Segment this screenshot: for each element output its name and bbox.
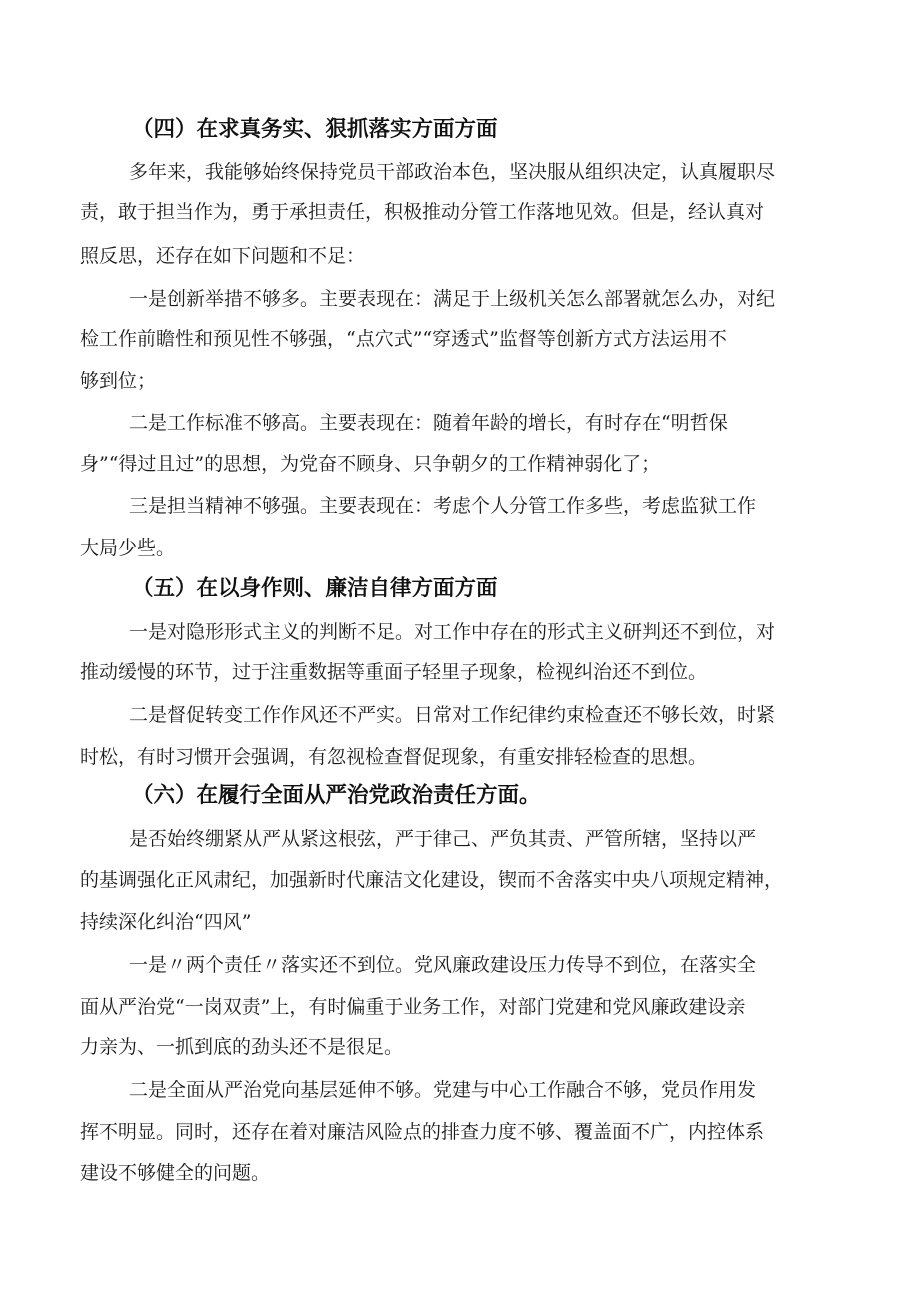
paragraph-line: 推动缓慢的环节，过于注重数据等重面子轻里子现象，检视纠治还不到位。 (80, 661, 708, 683)
paragraph-line: 一是〃两个责任〃落实还不到位。党风廉政建设压力传导不到位，在落实全 (129, 954, 757, 976)
paragraph-line: 持续深化纠治“四风” (80, 911, 252, 933)
paragraph-line: 二是全面从严治党向基层延伸不够。党建与中心工作融合不够，党员作用发 (129, 1079, 757, 1101)
paragraph-line: 身”“得过且过”的思想，为党奋不顾身、只争朝夕的工作精神弱化了； (80, 453, 661, 475)
section-heading: （五）在以身作则、廉洁自律方面方面 (132, 576, 498, 601)
paragraph-line: 检工作前瞻性和预见性不够强，“点穴式”“穿透式”监督等创新方式方法运用不 (80, 328, 727, 350)
paragraph-line: 照反思，还存在如下问题和不足： (80, 245, 366, 267)
paragraph-line: 的基调强化正风肃纪，加强新时代廉洁文化建设，锲而不舍落实中央八项规定精神， (80, 869, 784, 891)
paragraph-line: 多年来，我能够始终保持党员干部政治本色，坚决服从组织决定，认真履职尽 (129, 161, 776, 183)
paragraph-line: 够到位； (80, 370, 157, 392)
paragraph-line: 大局少些。 (80, 537, 176, 559)
paragraph-line: 二是工作标准不够高。主要表现在：随着年龄的增长，有时存在“明哲保 (129, 412, 728, 434)
paragraph-line: 时松，有时习惯开会强调，有忽视检查督促现象，有重安排轻检查的思想。 (80, 746, 708, 768)
paragraph-line: 力亲为、一抓到底的劲头还不是很足。 (80, 1036, 404, 1058)
paragraph-line: 三是担当精神不够强。主要表现在：考虑个人分管工作多些，考虑监狱工作 (129, 495, 757, 517)
paragraph-line: 二是督促转变工作作风还不严实。日常对工作纪律约束检查还不够长效，时紧 (129, 704, 776, 726)
paragraph-line: 挥不明显。同时，还存在着对廉洁风险点的排查力度不够、覆盖面不广，内控体系 (80, 1121, 765, 1143)
paragraph-line: 建设不够健全的问题。 (80, 1162, 271, 1184)
paragraph-line: 一是对隐形形式主义的判断不足。对工作中存在的形式主义研判还不到位，对 (129, 621, 776, 643)
paragraph-line: 一是创新举措不够多。主要表现在：满足于上级机关怎么部署就怎么办，对纪 (129, 288, 776, 310)
section-heading: （四）在求真务实、狠抓落实方面方面 (132, 117, 498, 142)
section-heading: （六）在履行全面从严治党政治责任方面。 (132, 783, 541, 808)
paragraph-line: 是否始终绷紧从严从紧这根弦，严于律己、严负其责、严管所辖，坚持以严 (129, 828, 757, 850)
paragraph-line: 责，敢于担当作为，勇于承担责任，积极推动分管工作落地见效。但是，经认真对 (80, 201, 765, 223)
paragraph-line: 面从严治党“一岗双责”上，有时偏重于业务工作，对部门党建和党风廉政建设亲 (80, 996, 746, 1018)
